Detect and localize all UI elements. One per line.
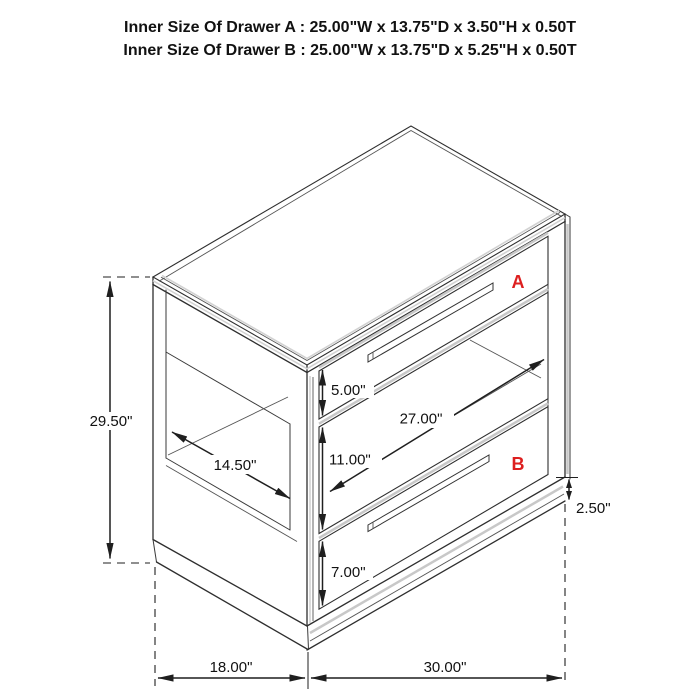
dim-text-overall-width: 30.00" [423, 659, 467, 676]
dim-text-base-height: 2.50" [576, 500, 611, 517]
dim-text-shelf-width: 27.00" [399, 410, 443, 428]
dim-text-drawer-b-height: 7.00" [331, 564, 366, 581]
top-right-corner-tick [565, 214, 570, 217]
side-opening-top-edge [166, 352, 290, 424]
dim-text-drawer-a-height: 5.00" [331, 382, 366, 399]
drawer-b-label: B [511, 454, 525, 474]
dim-text-overall-height: 29.50" [89, 413, 133, 430]
dim-text-overall-depth: 18.00" [209, 659, 253, 676]
base-left-tick [308, 626, 309, 650]
dim-text-shelf-depth: 14.50" [213, 457, 257, 474]
header [123, 19, 576, 59]
side-base-tick [153, 540, 157, 563]
shelf-board-edge [166, 466, 297, 542]
side-bottom-edge [153, 540, 307, 627]
header-line-1: Inner Size Of Drawer A : 25.00"W x 13.75"D x 3.50"H x 0.50T [124, 19, 576, 36]
shelf-interior-back-junction [168, 397, 288, 455]
side-floor-edge [157, 562, 309, 650]
dim-text-shelf-height: 11.00" [329, 451, 371, 469]
drawer-a-label: A [511, 272, 525, 292]
header-line-2: Inner Size Of Drawer B : 25.00"W x 13.75"D x 5.25"H x 0.50T [123, 42, 577, 59]
